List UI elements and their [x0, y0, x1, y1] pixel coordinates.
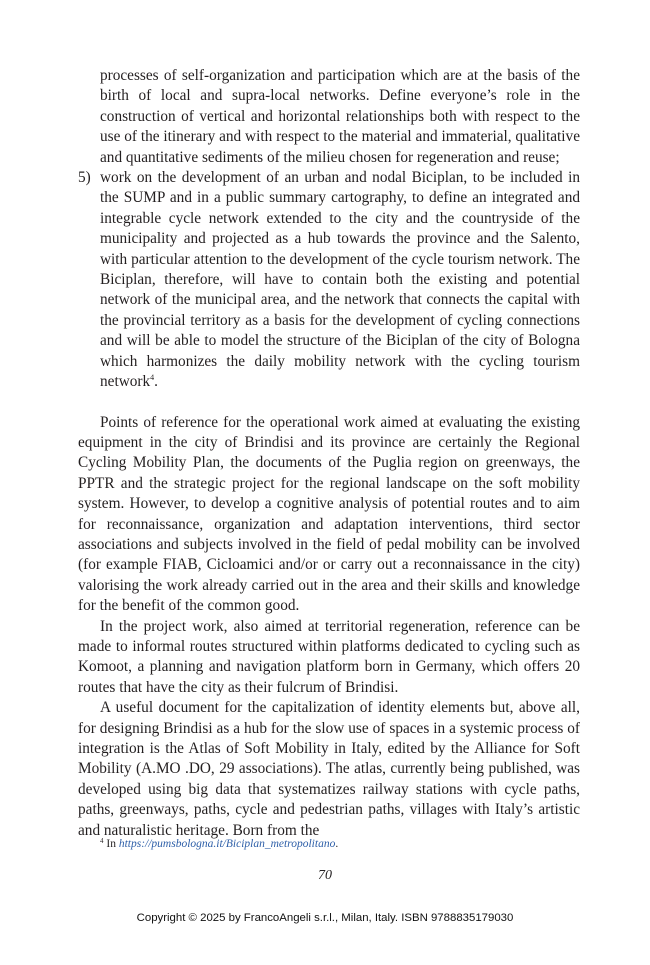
copyright-notice: Copyright © 2025 by FrancoAngeli s.r.l., Milan, Italy. ISBN 9788835179030 — [136, 912, 514, 924]
footnote-prefix: In — [106, 838, 116, 850]
list-item-continuation: processes of self-organization and participation which are at the basis of the birth of local and supra-local networks. Define everyone’s role in the construction of vertical and horizontal relationships both with respect to the use of the itinerary and with respect to the material and immaterial, qualitative and quantitative sediments of the milieu chosen for regeneration and reuse; — [100, 67, 580, 166]
paragraph-atlas: A useful document for the capitalization of identity elements but, above all, for designing Brindisi as a hub for the slow use of spaces in a systemic process of integration is the Atlas of Soft Mobility in Italy, edited by the Alliance for Soft Mobility (A.MO .DO, 29 associations). The atlas, currently being published, was developed using big data that systematizes railway stations with cycle paths, paths, greenways, paths, cycle and pedestrian paths, villages with Italy’s artistic and naturalistic heritage. Born from the — [78, 699, 580, 839]
footnote-link[interactable]: https://pumsbologna.it/Biciplan_metropolitano — [118, 838, 336, 850]
footnote-reference[interactable]: 4 — [150, 373, 155, 383]
paragraph-points-of-reference: Points of reference for the operational work aimed at evaluating the existing equipment in the city of Brindisi and its province are certainly the Regional Cycling Mobility Plan, the documents of the Puglia region on greenways, the PPTR and the strategic project for the regional landscape on the soft mobility system. However, to develop a cognitive analysis of potential routes and to aim for reconnaissance, organization and adaptation interventions, third sector associations and subjects involved in the field of pedal mobility can be involved (for example FIAB, Cicloamici and/or or carry out a reconnaissance in the city) valorising the work already carried out in the area and their skills and knowledge for the benefit of the common good. — [78, 413, 580, 615]
page-body — [78, 66, 580, 841]
list-item-number: 5) — [78, 169, 91, 187]
list-item-text: work on the development of an urban and nodal Biciplan, to be included in the SUMP and in a public summary cartography, to define an integrated and integrable cycle network extended to the city and the countryside of the municipality and projected as a hub towards the province and the Salento, with particular attention to the development of the cycle tourism network. The Biciplan, therefore, will have to contain both the existing and potential network of the municipal area, and the network that connects the capital with the provincial territory as a basis for the development of cycling connections and will be able to model the structure of the Biciplan of the city of Bologna which harmonizes the daily mobility network with the cycling tourism network — [100, 169, 580, 391]
page-number: 70 — [318, 868, 332, 883]
footnote: $^4$ In https://pumsbologna.it/Biciplan_metropolitano. — [100, 837, 339, 850]
footnote-number: 4 — [100, 837, 104, 845]
paragraph-project-work: In the project work, also aimed at territorial regeneration, reference can be made to informal routes structured within platforms dedicated to cycling such as Komoot, a planning and navigation platform born in Germany, which offers 20 routes that have the city as their fulcrum of Brindisi. — [78, 617, 580, 696]
list-item-5: 5) work on the development of an urban and nodal Biciplan, to be included in the SUMP and in a public summary cartography, to define an integrated and integrable cycle network extended to the city and the countryside of the municipality and projected as a hub towards the province and the Salento, with particular attention to the development of the cycle tourism network. The Biciplan, therefore, will have to contain both the existing and potential network of the municipal area, and the network that connects the capital with the provincial territory as a basis for the development of cycling connections and will be able to model the structure of the Biciplan of the city of Bologna which harmonizes the daily mobility network with the cycling tourism network$^4$. — [78, 169, 580, 391]
